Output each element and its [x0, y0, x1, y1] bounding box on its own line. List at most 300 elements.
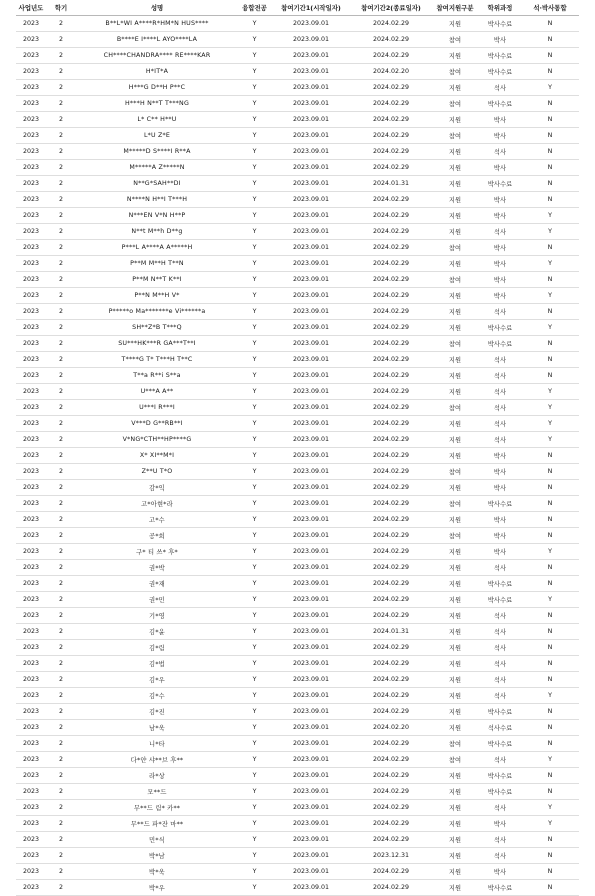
cell-semester: 2	[46, 784, 76, 800]
cell-name: 김*수	[76, 688, 238, 704]
cell-year: 2023	[16, 560, 46, 576]
cell-semester: 2	[46, 544, 76, 560]
cell-start-date: 2023.09.01	[271, 144, 351, 160]
cell-semester: 2	[46, 672, 76, 688]
table-row	[16, 512, 579, 528]
cell-year: 2023	[16, 464, 46, 480]
cell-degree-course: 박사	[479, 32, 521, 48]
cell-degree-course: 박사수료	[479, 736, 521, 752]
table-row	[16, 288, 579, 304]
cell-name: 김*림	[76, 640, 238, 656]
cell-support-type: 지원	[431, 576, 479, 592]
cell-name: 라*상	[76, 768, 238, 784]
cell-integrated-course: N	[521, 336, 579, 352]
cell-end-date: 2023.12.31	[351, 848, 431, 864]
cell-convergence-major: Y	[238, 368, 271, 384]
cell-end-date: 2024.02.29	[351, 544, 431, 560]
cell-support-type: 지원	[431, 592, 479, 608]
cell-degree-course: 박사수료	[479, 784, 521, 800]
cell-end-date: 2024.02.29	[351, 752, 431, 768]
cell-convergence-major: Y	[238, 208, 271, 224]
cell-year: 2023	[16, 352, 46, 368]
cell-start-date: 2023.09.01	[271, 640, 351, 656]
cell-degree-course: 박사	[479, 864, 521, 880]
table-row	[16, 832, 579, 848]
cell-year: 2023	[16, 688, 46, 704]
cell-year: 2023	[16, 784, 46, 800]
cell-integrated-course: N	[521, 736, 579, 752]
cell-end-date: 2024.02.29	[351, 784, 431, 800]
cell-degree-course: 석사	[479, 400, 521, 416]
table-row	[16, 800, 579, 816]
cell-integrated-course: N	[521, 576, 579, 592]
cell-semester: 2	[46, 592, 76, 608]
cell-integrated-course: Y	[521, 544, 579, 560]
cell-start-date: 2023.09.01	[271, 784, 351, 800]
table-row	[16, 48, 579, 64]
table-row	[16, 384, 579, 400]
cell-integrated-course: N	[521, 560, 579, 576]
cell-semester: 2	[46, 800, 76, 816]
cell-name: 고*수	[76, 512, 238, 528]
cell-semester: 2	[46, 608, 76, 624]
cell-end-date: 2024.02.29	[351, 768, 431, 784]
cell-support-type: 지원	[431, 848, 479, 864]
cell-convergence-major: Y	[238, 400, 271, 416]
cell-start-date: 2023.09.01	[271, 304, 351, 320]
cell-end-date: 2024.02.29	[351, 688, 431, 704]
cell-integrated-course: N	[521, 704, 579, 720]
cell-integrated-course: Y	[521, 800, 579, 816]
cell-integrated-course: N	[521, 352, 579, 368]
cell-start-date: 2023.09.01	[271, 720, 351, 736]
cell-start-date: 2023.09.01	[271, 352, 351, 368]
cell-convergence-major: Y	[238, 112, 271, 128]
table-row	[16, 656, 579, 672]
cell-support-type: 참여	[431, 464, 479, 480]
cell-end-date: 2024.02.29	[351, 32, 431, 48]
cell-semester: 2	[46, 224, 76, 240]
cell-semester: 2	[46, 624, 76, 640]
cell-support-type: 참여	[431, 736, 479, 752]
cell-integrated-course: N	[521, 608, 579, 624]
cell-end-date: 2024.02.29	[351, 560, 431, 576]
cell-support-type: 지원	[431, 320, 479, 336]
cell-name: H*IT*A	[76, 64, 238, 80]
cell-support-type: 지원	[431, 784, 479, 800]
cell-convergence-major: Y	[238, 736, 271, 752]
cell-year: 2023	[16, 304, 46, 320]
cell-name: H***H N**T T***NG	[76, 96, 238, 112]
cell-integrated-course: N	[521, 496, 579, 512]
cell-degree-course: 박사수료	[479, 704, 521, 720]
cell-name: M*****D S****I R**A	[76, 144, 238, 160]
cell-semester: 2	[46, 816, 76, 832]
cell-degree-course: 석사수료	[479, 720, 521, 736]
cell-semester: 2	[46, 832, 76, 848]
cell-degree-course: 석사	[479, 832, 521, 848]
cell-support-type: 지원	[431, 672, 479, 688]
table-row	[16, 64, 579, 80]
cell-semester: 2	[46, 400, 76, 416]
cell-integrated-course: Y	[521, 432, 579, 448]
cell-year: 2023	[16, 480, 46, 496]
cell-integrated-course: N	[521, 192, 579, 208]
table-row	[16, 768, 579, 784]
table-row	[16, 672, 579, 688]
cell-degree-course: 석사	[479, 656, 521, 672]
table-row	[16, 704, 579, 720]
cell-convergence-major: Y	[238, 432, 271, 448]
cell-convergence-major: Y	[238, 880, 271, 896]
cell-end-date: 2024.02.29	[351, 512, 431, 528]
cell-support-type: 지원	[431, 224, 479, 240]
cell-end-date: 2024.02.29	[351, 224, 431, 240]
cell-support-type: 지원	[431, 656, 479, 672]
cell-degree-course: 박사	[479, 528, 521, 544]
cell-integrated-course: Y	[521, 688, 579, 704]
cell-degree-course: 석사	[479, 688, 521, 704]
cell-end-date: 2024.02.29	[351, 464, 431, 480]
cell-support-type: 지원	[431, 800, 479, 816]
cell-end-date: 2024.02.29	[351, 288, 431, 304]
cell-year: 2023	[16, 80, 46, 96]
cell-start-date: 2023.09.01	[271, 608, 351, 624]
cell-name: U***A A**	[76, 384, 238, 400]
cell-support-type: 지원	[431, 144, 479, 160]
cell-semester: 2	[46, 160, 76, 176]
cell-integrated-course: N	[521, 480, 579, 496]
table-row	[16, 608, 579, 624]
table-row	[16, 272, 579, 288]
table-row	[16, 96, 579, 112]
cell-year: 2023	[16, 816, 46, 832]
cell-semester: 2	[46, 720, 76, 736]
cell-start-date: 2023.09.01	[271, 240, 351, 256]
cell-degree-course: 석사	[479, 608, 521, 624]
cell-end-date: 2024.02.29	[351, 800, 431, 816]
cell-degree-course: 석사	[479, 624, 521, 640]
cell-integrated-course: Y	[521, 80, 579, 96]
cell-degree-course: 박사	[479, 544, 521, 560]
cell-integrated-course: N	[521, 368, 579, 384]
cell-year: 2023	[16, 416, 46, 432]
cell-name: 박*욱	[76, 864, 238, 880]
cell-year: 2023	[16, 64, 46, 80]
cell-start-date: 2023.09.01	[271, 496, 351, 512]
cell-degree-course: 박사수료	[479, 880, 521, 896]
cell-end-date: 2024.02.29	[351, 128, 431, 144]
cell-semester: 2	[46, 496, 76, 512]
cell-semester: 2	[46, 512, 76, 528]
cell-integrated-course: N	[521, 512, 579, 528]
table-row	[16, 464, 579, 480]
cell-year: 2023	[16, 672, 46, 688]
cell-name: 고*아현*라	[76, 496, 238, 512]
cell-integrated-course: Y	[521, 288, 579, 304]
cell-integrated-course: N	[521, 624, 579, 640]
cell-support-type: 지원	[431, 512, 479, 528]
cell-integrated-course: N	[521, 144, 579, 160]
cell-start-date: 2023.09.01	[271, 368, 351, 384]
cell-integrated-course: N	[521, 784, 579, 800]
cell-convergence-major: Y	[238, 80, 271, 96]
cell-degree-course: 석사	[479, 560, 521, 576]
cell-start-date: 2023.09.01	[271, 592, 351, 608]
cell-start-date: 2023.09.01	[271, 384, 351, 400]
cell-name: 구* 티 쓰* 후*	[76, 544, 238, 560]
table-row	[16, 112, 579, 128]
cell-year: 2023	[16, 48, 46, 64]
cell-support-type: 지원	[431, 160, 479, 176]
cell-name: L*U Z*E	[76, 128, 238, 144]
cell-convergence-major: Y	[238, 288, 271, 304]
cell-convergence-major: Y	[238, 544, 271, 560]
cell-degree-course: 석사	[479, 384, 521, 400]
cell-end-date: 2024.02.29	[351, 480, 431, 496]
cell-start-date: 2023.09.01	[271, 448, 351, 464]
cell-start-date: 2023.09.01	[271, 400, 351, 416]
table-row	[16, 528, 579, 544]
cell-end-date: 2024.02.20	[351, 64, 431, 80]
cell-semester: 2	[46, 384, 76, 400]
table-row	[16, 320, 579, 336]
cell-year: 2023	[16, 528, 46, 544]
cell-convergence-major: Y	[238, 784, 271, 800]
cell-name: 민*식	[76, 832, 238, 848]
cell-convergence-major: Y	[238, 304, 271, 320]
table-row	[16, 736, 579, 752]
cell-start-date: 2023.09.01	[271, 128, 351, 144]
cell-convergence-major: Y	[238, 16, 271, 32]
table-row	[16, 208, 579, 224]
cell-convergence-major: Y	[238, 848, 271, 864]
header-start-date: 참여기간1(시작일자)	[271, 0, 351, 16]
cell-name: Z**U T*O	[76, 464, 238, 480]
table-row	[16, 592, 579, 608]
cell-integrated-course: N	[521, 16, 579, 32]
cell-convergence-major: Y	[238, 256, 271, 272]
cell-integrated-course: Y	[521, 816, 579, 832]
cell-semester: 2	[46, 192, 76, 208]
cell-end-date: 2024.02.20	[351, 720, 431, 736]
cell-support-type: 지원	[431, 448, 479, 464]
cell-name: 김*진	[76, 704, 238, 720]
cell-semester: 2	[46, 208, 76, 224]
cell-name: T**a R**i S**a	[76, 368, 238, 384]
cell-year: 2023	[16, 32, 46, 48]
table-row	[16, 848, 579, 864]
table-row	[16, 544, 579, 560]
cell-convergence-major: Y	[238, 480, 271, 496]
cell-end-date: 2024.02.29	[351, 592, 431, 608]
cell-name: 박*남	[76, 848, 238, 864]
cell-integrated-course: N	[521, 864, 579, 880]
cell-support-type: 지원	[431, 48, 479, 64]
cell-year: 2023	[16, 368, 46, 384]
cell-semester: 2	[46, 560, 76, 576]
cell-degree-course: 박사	[479, 256, 521, 272]
cell-name: 감*익	[76, 480, 238, 496]
cell-convergence-major: Y	[238, 160, 271, 176]
cell-name: 권*민	[76, 592, 238, 608]
cell-support-type: 지원	[431, 544, 479, 560]
cell-start-date: 2023.09.01	[271, 16, 351, 32]
cell-degree-course: 박사수료	[479, 576, 521, 592]
cell-convergence-major: Y	[238, 320, 271, 336]
cell-convergence-major: Y	[238, 352, 271, 368]
cell-support-type: 참여	[431, 128, 479, 144]
cell-start-date: 2023.09.01	[271, 96, 351, 112]
cell-name: 공*희	[76, 528, 238, 544]
cell-end-date: 2024.02.29	[351, 256, 431, 272]
cell-degree-course: 석사	[479, 304, 521, 320]
cell-name: P**N M**H V*	[76, 288, 238, 304]
cell-degree-course: 석사	[479, 672, 521, 688]
cell-integrated-course: N	[521, 176, 579, 192]
table-row	[16, 80, 579, 96]
cell-year: 2023	[16, 160, 46, 176]
cell-year: 2023	[16, 320, 46, 336]
cell-semester: 2	[46, 32, 76, 48]
cell-semester: 2	[46, 256, 76, 272]
cell-year: 2023	[16, 112, 46, 128]
cell-end-date: 2024.02.29	[351, 672, 431, 688]
cell-name: B****E I****L AYO****LA	[76, 32, 238, 48]
cell-integrated-course: N	[521, 128, 579, 144]
cell-degree-course: 박사	[479, 464, 521, 480]
header-integrated-course: 석·박사통합	[521, 0, 579, 16]
cell-semester: 2	[46, 48, 76, 64]
table-row	[16, 368, 579, 384]
cell-integrated-course: N	[521, 240, 579, 256]
cell-start-date: 2023.09.01	[271, 848, 351, 864]
table-row	[16, 816, 579, 832]
cell-end-date: 2024.02.29	[351, 96, 431, 112]
cell-name: H***G D**H P**C	[76, 80, 238, 96]
cell-start-date: 2023.09.01	[271, 768, 351, 784]
cell-end-date: 2024.02.29	[351, 320, 431, 336]
cell-convergence-major: Y	[238, 608, 271, 624]
table-row	[16, 352, 579, 368]
cell-year: 2023	[16, 544, 46, 560]
cell-name: 권*박	[76, 560, 238, 576]
cell-convergence-major: Y	[238, 192, 271, 208]
cell-start-date: 2023.09.01	[271, 800, 351, 816]
cell-support-type: 지원	[431, 112, 479, 128]
cell-year: 2023	[16, 848, 46, 864]
cell-integrated-course: N	[521, 272, 579, 288]
cell-start-date: 2023.09.01	[271, 272, 351, 288]
cell-end-date: 2024.02.29	[351, 80, 431, 96]
cell-degree-course: 박사	[479, 816, 521, 832]
cell-integrated-course: N	[521, 48, 579, 64]
cell-degree-course: 박사	[479, 272, 521, 288]
cell-semester: 2	[46, 96, 76, 112]
cell-support-type: 지원	[431, 16, 479, 32]
cell-convergence-major: Y	[238, 240, 271, 256]
cell-semester: 2	[46, 80, 76, 96]
cell-name: B**L*WI A****R*HM*N HUS****	[76, 16, 238, 32]
cell-convergence-major: Y	[238, 528, 271, 544]
cell-support-type: 지원	[431, 816, 479, 832]
cell-support-type: 지원	[431, 880, 479, 896]
cell-name: 무**드 파*잔 마**	[76, 816, 238, 832]
cell-convergence-major: Y	[238, 768, 271, 784]
table-row	[16, 432, 579, 448]
cell-semester: 2	[46, 240, 76, 256]
cell-start-date: 2023.09.01	[271, 736, 351, 752]
cell-support-type: 참여	[431, 96, 479, 112]
cell-convergence-major: Y	[238, 832, 271, 848]
cell-end-date: 2024.02.29	[351, 304, 431, 320]
header-convergence-major: 융합전공	[238, 0, 271, 16]
cell-year: 2023	[16, 224, 46, 240]
cell-semester: 2	[46, 704, 76, 720]
cell-year: 2023	[16, 288, 46, 304]
cell-semester: 2	[46, 768, 76, 784]
table-row	[16, 256, 579, 272]
table-row	[16, 416, 579, 432]
cell-name: P***L A****A A*****H	[76, 240, 238, 256]
cell-name: L* C** H**U	[76, 112, 238, 128]
cell-end-date: 2024.02.29	[351, 864, 431, 880]
cell-year: 2023	[16, 192, 46, 208]
cell-support-type: 지원	[431, 416, 479, 432]
header-name: 성명	[76, 0, 238, 16]
cell-year: 2023	[16, 384, 46, 400]
cell-support-type: 지원	[431, 368, 479, 384]
table-row	[16, 32, 579, 48]
cell-year: 2023	[16, 272, 46, 288]
cell-semester: 2	[46, 464, 76, 480]
cell-name: 무**드 림* 카**	[76, 800, 238, 816]
cell-end-date: 2024.01.31	[351, 176, 431, 192]
cell-support-type: 지원	[431, 688, 479, 704]
cell-year: 2023	[16, 880, 46, 896]
cell-year: 2023	[16, 240, 46, 256]
cell-semester: 2	[46, 304, 76, 320]
cell-convergence-major: Y	[238, 272, 271, 288]
cell-start-date: 2023.09.01	[271, 320, 351, 336]
cell-support-type: 지원	[431, 768, 479, 784]
cell-start-date: 2023.09.01	[271, 752, 351, 768]
cell-support-type: 참여	[431, 528, 479, 544]
cell-year: 2023	[16, 624, 46, 640]
cell-support-type: 지원	[431, 864, 479, 880]
cell-year: 2023	[16, 640, 46, 656]
cell-integrated-course: Y	[521, 224, 579, 240]
table-row	[16, 192, 579, 208]
cell-end-date: 2024.02.29	[351, 336, 431, 352]
cell-degree-course: 석사	[479, 80, 521, 96]
cell-start-date: 2023.09.01	[271, 256, 351, 272]
table-row	[16, 240, 579, 256]
cell-semester: 2	[46, 368, 76, 384]
table-row	[16, 880, 579, 896]
cell-degree-course: 박사	[479, 192, 521, 208]
table-row	[16, 160, 579, 176]
cell-end-date: 2024.02.29	[351, 400, 431, 416]
cell-semester: 2	[46, 448, 76, 464]
cell-start-date: 2023.09.01	[271, 544, 351, 560]
cell-integrated-course: Y	[521, 752, 579, 768]
cell-convergence-major: Y	[238, 128, 271, 144]
cell-degree-course: 석사	[479, 752, 521, 768]
cell-integrated-course: N	[521, 880, 579, 896]
cell-integrated-course: Y	[521, 256, 579, 272]
cell-name: SH**Z*B T***Q	[76, 320, 238, 336]
